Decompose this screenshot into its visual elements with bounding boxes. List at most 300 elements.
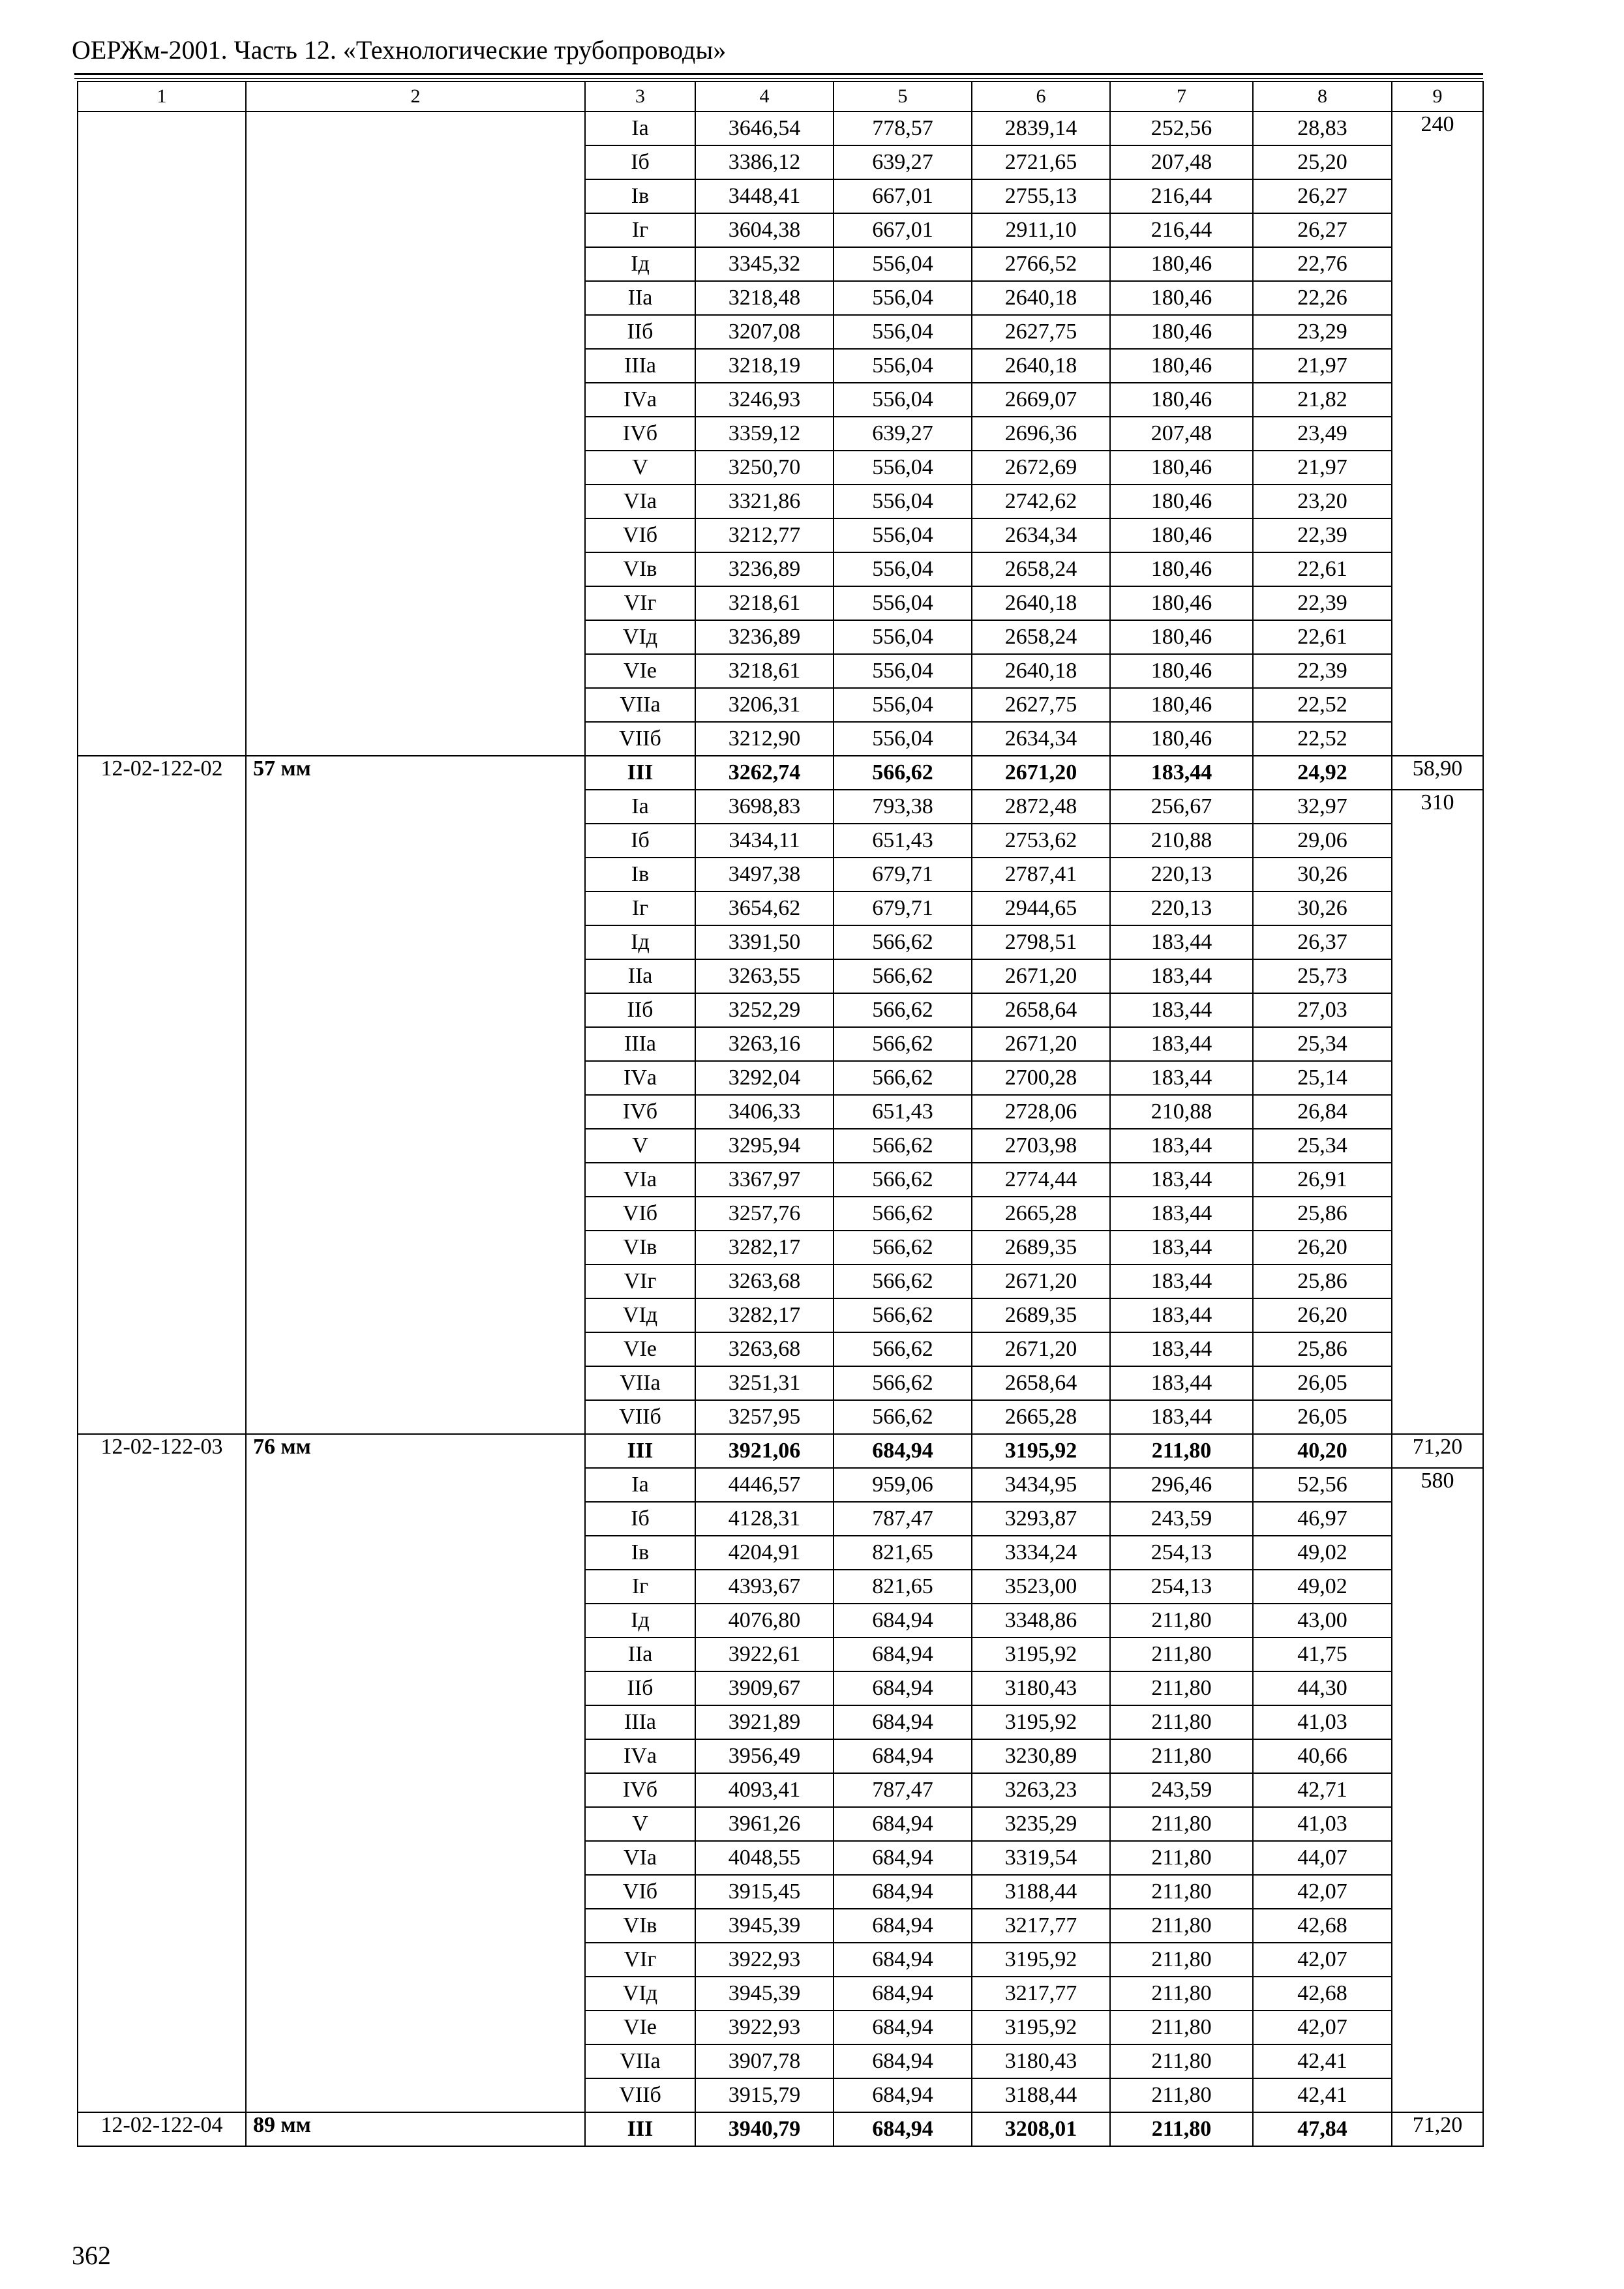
cell-materials — [1392, 1197, 1483, 1231]
cell-machines: 3217,77 — [972, 1977, 1110, 2011]
cell-code — [78, 1468, 246, 1502]
cell-materials — [1392, 315, 1483, 349]
cell-operator-wages: 220,13 — [1110, 891, 1253, 925]
table-row — [78, 1061, 1483, 1095]
cell-zone: IVб — [585, 1773, 695, 1807]
cell-total: 3262,74 — [695, 756, 834, 790]
cell-zone: Iг — [585, 213, 695, 247]
cell-machines: 2669,07 — [972, 383, 1110, 417]
table-row — [78, 688, 1483, 722]
cell-machines: 2671,20 — [972, 959, 1110, 993]
cell-code — [78, 315, 246, 349]
cell-materials — [1392, 1977, 1483, 2011]
cell-wages: 556,04 — [834, 451, 972, 485]
cell-diameter — [246, 1841, 585, 1875]
cell-labor: 22,52 — [1253, 722, 1392, 756]
cell-wages: 566,62 — [834, 1231, 972, 1264]
cell-diameter — [246, 1604, 585, 1638]
cell-materials — [1392, 179, 1483, 213]
table-row — [78, 1977, 1483, 2011]
column-number: 4 — [695, 82, 834, 112]
cell-zone: VIе — [585, 2011, 695, 2044]
cell-code — [78, 688, 246, 722]
table-row — [78, 1773, 1483, 1807]
cell-zone: VIIб — [585, 1400, 695, 1434]
cell-total: 3212,90 — [695, 722, 834, 756]
cell-code — [78, 179, 246, 213]
cell-code — [78, 281, 246, 315]
cell-materials — [1392, 586, 1483, 620]
table-row — [78, 722, 1483, 756]
cell-total: 3246,93 — [695, 383, 834, 417]
cell-operator-wages: 216,44 — [1110, 179, 1253, 213]
cell-zone: VIд — [585, 1298, 695, 1332]
cell-diameter — [246, 722, 585, 756]
cell-labor: 26,84 — [1253, 1095, 1392, 1129]
cell-operator-wages: 207,48 — [1110, 417, 1253, 451]
cell-labor: 43,00 — [1253, 1604, 1392, 1638]
cell-total: 3961,26 — [695, 1807, 834, 1841]
cell-code: 12-02-122-02 — [78, 756, 246, 790]
cell-wages: 566,62 — [834, 1163, 972, 1197]
cell-code — [78, 485, 246, 518]
cell-labor: 21,82 — [1253, 383, 1392, 417]
cell-total: 3207,08 — [695, 315, 834, 349]
cell-diameter — [246, 1570, 585, 1604]
cell-diameter — [246, 281, 585, 315]
cell-labor: 23,49 — [1253, 417, 1392, 451]
cell-diameter — [246, 518, 585, 552]
table-row — [78, 112, 1483, 145]
cell-materials — [1392, 891, 1483, 925]
cell-diameter — [246, 959, 585, 993]
cell-diameter — [246, 1977, 585, 2011]
cell-machines: 2787,41 — [972, 858, 1110, 891]
cell-materials — [1392, 1027, 1483, 1061]
cell-labor: 22,61 — [1253, 620, 1392, 654]
cell-materials — [1392, 1807, 1483, 1841]
cell-diameter — [246, 1536, 585, 1570]
cell-diameter — [246, 993, 585, 1027]
cell-code — [78, 790, 246, 824]
cell-wages: 566,62 — [834, 925, 972, 959]
cell-total: 3922,93 — [695, 2011, 834, 2044]
cell-wages: 556,04 — [834, 722, 972, 756]
table-row — [78, 417, 1483, 451]
cell-zone: Iв — [585, 858, 695, 891]
cell-zone: IIа — [585, 281, 695, 315]
cell-diameter — [246, 1366, 585, 1400]
cell-zone: IVа — [585, 1739, 695, 1773]
cell-labor: 26,27 — [1253, 179, 1392, 213]
cell-labor: 49,02 — [1253, 1570, 1392, 1604]
cell-wages: 684,94 — [834, 1909, 972, 1943]
cell-total: 3448,41 — [695, 179, 834, 213]
cell-operator-wages: 183,44 — [1110, 1366, 1253, 1400]
cell-wages: 566,62 — [834, 756, 972, 790]
cell-operator-wages: 207,48 — [1110, 145, 1253, 179]
cell-diameter — [246, 1875, 585, 1909]
cell-machines: 2689,35 — [972, 1231, 1110, 1264]
cell-wages: 556,04 — [834, 620, 972, 654]
cell-operator-wages: 211,80 — [1110, 1434, 1253, 1468]
cell-total: 3263,68 — [695, 1332, 834, 1366]
cell-labor: 42,41 — [1253, 2078, 1392, 2112]
cell-total: 3604,38 — [695, 213, 834, 247]
cell-machines: 2721,65 — [972, 145, 1110, 179]
cell-total: 3359,12 — [695, 417, 834, 451]
cell-machines: 2742,62 — [972, 485, 1110, 518]
cell-materials: 240 — [1392, 112, 1483, 145]
cell-code — [78, 1163, 246, 1197]
cell-materials — [1392, 451, 1483, 485]
cell-total: 3257,76 — [695, 1197, 834, 1231]
cell-diameter — [246, 417, 585, 451]
cell-machines: 2703,98 — [972, 1129, 1110, 1163]
cell-materials — [1392, 1570, 1483, 1604]
cell-materials — [1392, 1400, 1483, 1434]
cell-operator-wages: 211,80 — [1110, 1807, 1253, 1841]
cell-operator-wages: 183,44 — [1110, 1231, 1253, 1264]
cell-zone: VIIа — [585, 688, 695, 722]
cell-diameter — [246, 824, 585, 858]
cell-diameter: 57 мм — [246, 756, 585, 790]
cell-operator-wages: 183,44 — [1110, 1129, 1253, 1163]
cell-labor: 22,39 — [1253, 518, 1392, 552]
cell-materials: 580 — [1392, 1468, 1483, 1502]
cell-code — [78, 654, 246, 688]
cell-materials: 310 — [1392, 790, 1483, 824]
cell-wages: 793,38 — [834, 790, 972, 824]
cell-machines: 3319,54 — [972, 1841, 1110, 1875]
cell-operator-wages: 180,46 — [1110, 349, 1253, 383]
cell-code — [78, 1570, 246, 1604]
cell-total: 3654,62 — [695, 891, 834, 925]
table-row — [78, 1332, 1483, 1366]
cell-operator-wages: 211,80 — [1110, 1977, 1253, 2011]
cell-machines: 2671,20 — [972, 756, 1110, 790]
table-row — [78, 1095, 1483, 1129]
table-row — [78, 451, 1483, 485]
cell-operator-wages: 180,46 — [1110, 620, 1253, 654]
cell-wages: 778,57 — [834, 112, 972, 145]
cell-zone: III — [585, 1434, 695, 1468]
cell-diameter — [246, 451, 585, 485]
cell-wages: 556,04 — [834, 315, 972, 349]
column-number: 5 — [834, 82, 972, 112]
cell-total: 3921,89 — [695, 1705, 834, 1739]
cell-wages: 684,94 — [834, 1638, 972, 1671]
table-row — [78, 1264, 1483, 1298]
cell-code — [78, 1671, 246, 1705]
table-row — [78, 1231, 1483, 1264]
cell-code — [78, 1129, 246, 1163]
cell-operator-wages: 211,80 — [1110, 1841, 1253, 1875]
cell-wages: 639,27 — [834, 145, 972, 179]
cell-machines: 3180,43 — [972, 2044, 1110, 2078]
cell-diameter — [246, 552, 585, 586]
cell-machines: 2640,18 — [972, 349, 1110, 383]
cell-wages: 684,94 — [834, 1875, 972, 1909]
cell-operator-wages: 216,44 — [1110, 213, 1253, 247]
cell-zone: VIб — [585, 1197, 695, 1231]
cell-diameter — [246, 1638, 585, 1671]
table-row — [78, 925, 1483, 959]
cell-code — [78, 1264, 246, 1298]
cell-total: 3915,45 — [695, 1875, 834, 1909]
cell-wages: 639,27 — [834, 417, 972, 451]
cell-total: 3909,67 — [695, 1671, 834, 1705]
cell-total: 4076,80 — [695, 1604, 834, 1638]
header-rule-thin — [74, 78, 1483, 79]
cell-diameter — [246, 1468, 585, 1502]
cell-total: 4393,67 — [695, 1570, 834, 1604]
cell-labor: 26,05 — [1253, 1366, 1392, 1400]
cell-labor: 22,26 — [1253, 281, 1392, 315]
cell-wages: 566,62 — [834, 1129, 972, 1163]
cell-zone: VIд — [585, 1977, 695, 2011]
table-body — [78, 82, 1483, 2146]
cell-materials — [1392, 1841, 1483, 1875]
cell-zone: Iг — [585, 891, 695, 925]
cell-materials — [1392, 1129, 1483, 1163]
cell-labor: 42,07 — [1253, 1875, 1392, 1909]
cell-code — [78, 1197, 246, 1231]
cell-wages: 566,62 — [834, 959, 972, 993]
table-row — [78, 213, 1483, 247]
cell-zone: VIIб — [585, 2078, 695, 2112]
cell-code — [78, 417, 246, 451]
cell-machines: 3434,95 — [972, 1468, 1110, 1502]
cell-zone: VIб — [585, 1875, 695, 1909]
cell-materials — [1392, 1095, 1483, 1129]
cell-code: 12-02-122-04 — [78, 2112, 246, 2146]
cell-total: 3236,89 — [695, 620, 834, 654]
cell-wages: 556,04 — [834, 485, 972, 518]
cell-total: 3940,79 — [695, 2112, 834, 2146]
table-row — [78, 2078, 1483, 2112]
cell-operator-wages: 211,80 — [1110, 2011, 1253, 2044]
cell-zone: IIб — [585, 993, 695, 1027]
cell-zone: VIв — [585, 1231, 695, 1264]
table-row-main — [78, 756, 1483, 790]
cell-diameter — [246, 1298, 585, 1332]
cell-code: 12-02-122-03 — [78, 1434, 246, 1468]
cell-materials — [1392, 1366, 1483, 1400]
cell-materials — [1392, 654, 1483, 688]
cell-zone: IVа — [585, 1061, 695, 1095]
cell-wages: 556,04 — [834, 518, 972, 552]
cell-diameter — [246, 1400, 585, 1434]
cell-wages: 684,94 — [834, 1841, 972, 1875]
cell-operator-wages: 252,56 — [1110, 112, 1253, 145]
table-row — [78, 383, 1483, 417]
table-row — [78, 552, 1483, 586]
cell-zone: VIв — [585, 1909, 695, 1943]
cell-wages: 959,06 — [834, 1468, 972, 1502]
cell-labor: 42,71 — [1253, 1773, 1392, 1807]
cell-labor: 21,97 — [1253, 349, 1392, 383]
cell-machines: 3263,23 — [972, 1773, 1110, 1807]
cell-total: 3406,33 — [695, 1095, 834, 1129]
cell-zone: IIа — [585, 1638, 695, 1671]
column-number: 9 — [1392, 82, 1483, 112]
cell-diameter — [246, 1807, 585, 1841]
cell-diameter — [246, 1705, 585, 1739]
cell-total: 3257,95 — [695, 1400, 834, 1434]
cell-machines: 3188,44 — [972, 2078, 1110, 2112]
table-row — [78, 1197, 1483, 1231]
cell-wages: 556,04 — [834, 688, 972, 722]
cell-materials — [1392, 620, 1483, 654]
table-row — [78, 1604, 1483, 1638]
cell-code — [78, 1061, 246, 1095]
cell-operator-wages: 254,13 — [1110, 1570, 1253, 1604]
cell-machines: 2872,48 — [972, 790, 1110, 824]
cell-code — [78, 1943, 246, 1977]
cell-wages: 556,04 — [834, 349, 972, 383]
cell-diameter — [246, 383, 585, 417]
cell-operator-wages: 180,46 — [1110, 315, 1253, 349]
cell-labor: 22,52 — [1253, 688, 1392, 722]
cell-code — [78, 1638, 246, 1671]
cell-diameter — [246, 247, 585, 281]
cell-operator-wages: 211,80 — [1110, 2112, 1253, 2146]
cell-zone: V — [585, 1807, 695, 1841]
cell-wages: 566,62 — [834, 1264, 972, 1298]
cell-total: 3646,54 — [695, 112, 834, 145]
cell-operator-wages: 211,80 — [1110, 1739, 1253, 1773]
cell-machines: 2839,14 — [972, 112, 1110, 145]
cell-total: 3922,61 — [695, 1638, 834, 1671]
cell-labor: 22,39 — [1253, 654, 1392, 688]
column-number: 3 — [585, 82, 695, 112]
cell-diameter — [246, 1739, 585, 1773]
cell-total: 3263,16 — [695, 1027, 834, 1061]
cell-labor: 41,03 — [1253, 1807, 1392, 1841]
cell-operator-wages: 254,13 — [1110, 1536, 1253, 1570]
cell-zone: IIIа — [585, 1705, 695, 1739]
cell-total: 3218,61 — [695, 654, 834, 688]
page-number: 362 — [72, 2241, 111, 2270]
cell-wages: 566,62 — [834, 1366, 972, 1400]
cell-diameter — [246, 485, 585, 518]
cell-materials — [1392, 1604, 1483, 1638]
cell-total: 3251,31 — [695, 1366, 834, 1400]
cell-labor: 25,20 — [1253, 145, 1392, 179]
cell-materials — [1392, 2078, 1483, 2112]
cell-machines: 2672,69 — [972, 451, 1110, 485]
table-row — [78, 1739, 1483, 1773]
cell-machines: 3195,92 — [972, 1705, 1110, 1739]
cell-materials — [1392, 959, 1483, 993]
cell-machines: 2627,75 — [972, 688, 1110, 722]
cell-wages: 787,47 — [834, 1773, 972, 1807]
table-row — [78, 1129, 1483, 1163]
cell-diameter — [246, 2011, 585, 2044]
cell-machines: 3195,92 — [972, 2011, 1110, 2044]
cell-code — [78, 1536, 246, 1570]
cell-wages: 684,94 — [834, 1943, 972, 1977]
cell-materials — [1392, 1875, 1483, 1909]
cell-labor: 21,97 — [1253, 451, 1392, 485]
cell-diameter — [246, 213, 585, 247]
cell-diameter — [246, 1773, 585, 1807]
cell-total: 4093,41 — [695, 1773, 834, 1807]
cell-wages: 684,94 — [834, 2044, 972, 2078]
cell-machines: 2658,24 — [972, 552, 1110, 586]
cell-wages: 566,62 — [834, 1332, 972, 1366]
cell-labor: 41,03 — [1253, 1705, 1392, 1739]
cell-code — [78, 1705, 246, 1739]
cell-machines: 2753,62 — [972, 824, 1110, 858]
cell-code — [78, 1332, 246, 1366]
column-number: 2 — [246, 82, 585, 112]
cell-code — [78, 993, 246, 1027]
table-row — [78, 654, 1483, 688]
cell-zone: VIе — [585, 1332, 695, 1366]
table-row — [78, 247, 1483, 281]
cell-labor: 26,05 — [1253, 1400, 1392, 1434]
cell-code — [78, 1807, 246, 1841]
cell-zone: IVб — [585, 1095, 695, 1129]
cell-materials — [1392, 145, 1483, 179]
cell-wages: 566,62 — [834, 1061, 972, 1095]
cell-labor: 26,27 — [1253, 213, 1392, 247]
cell-materials — [1392, 552, 1483, 586]
cell-materials — [1392, 1163, 1483, 1197]
cell-wages: 556,04 — [834, 552, 972, 586]
cell-operator-wages: 183,44 — [1110, 959, 1253, 993]
cell-materials — [1392, 349, 1483, 383]
header-rule-thick — [74, 73, 1483, 75]
cell-operator-wages: 180,46 — [1110, 485, 1253, 518]
cell-operator-wages: 183,44 — [1110, 1061, 1253, 1095]
table-row — [78, 858, 1483, 891]
cell-machines: 3348,86 — [972, 1604, 1110, 1638]
page-header: ОЕРЖм-2001. Часть 12. «Технологические трубопроводы» — [72, 35, 727, 65]
cell-operator-wages: 180,46 — [1110, 654, 1253, 688]
cell-machines: 2640,18 — [972, 654, 1110, 688]
cell-total: 3212,77 — [695, 518, 834, 552]
cell-machines: 3334,24 — [972, 1536, 1110, 1570]
table-row — [78, 1638, 1483, 1671]
cell-diameter — [246, 586, 585, 620]
cell-materials — [1392, 213, 1483, 247]
cell-operator-wages: 183,44 — [1110, 1298, 1253, 1332]
cell-machines: 2658,64 — [972, 1366, 1110, 1400]
cell-wages: 679,71 — [834, 858, 972, 891]
cell-wages: 651,43 — [834, 824, 972, 858]
cell-diameter — [246, 1061, 585, 1095]
cell-labor: 25,86 — [1253, 1332, 1392, 1366]
cell-materials — [1392, 1298, 1483, 1332]
cell-materials — [1392, 1638, 1483, 1671]
cell-machines: 2671,20 — [972, 1264, 1110, 1298]
cell-materials — [1392, 1909, 1483, 1943]
cell-total: 3497,38 — [695, 858, 834, 891]
cell-total: 3263,68 — [695, 1264, 834, 1298]
cell-machines: 3293,87 — [972, 1502, 1110, 1536]
cell-operator-wages: 256,67 — [1110, 790, 1253, 824]
cell-wages: 821,65 — [834, 1570, 972, 1604]
cell-zone: VIг — [585, 1943, 695, 1977]
cell-zone: III — [585, 2112, 695, 2146]
cell-total: 3367,97 — [695, 1163, 834, 1197]
cell-machines: 2696,36 — [972, 417, 1110, 451]
cell-zone: V — [585, 1129, 695, 1163]
cell-diameter — [246, 1671, 585, 1705]
